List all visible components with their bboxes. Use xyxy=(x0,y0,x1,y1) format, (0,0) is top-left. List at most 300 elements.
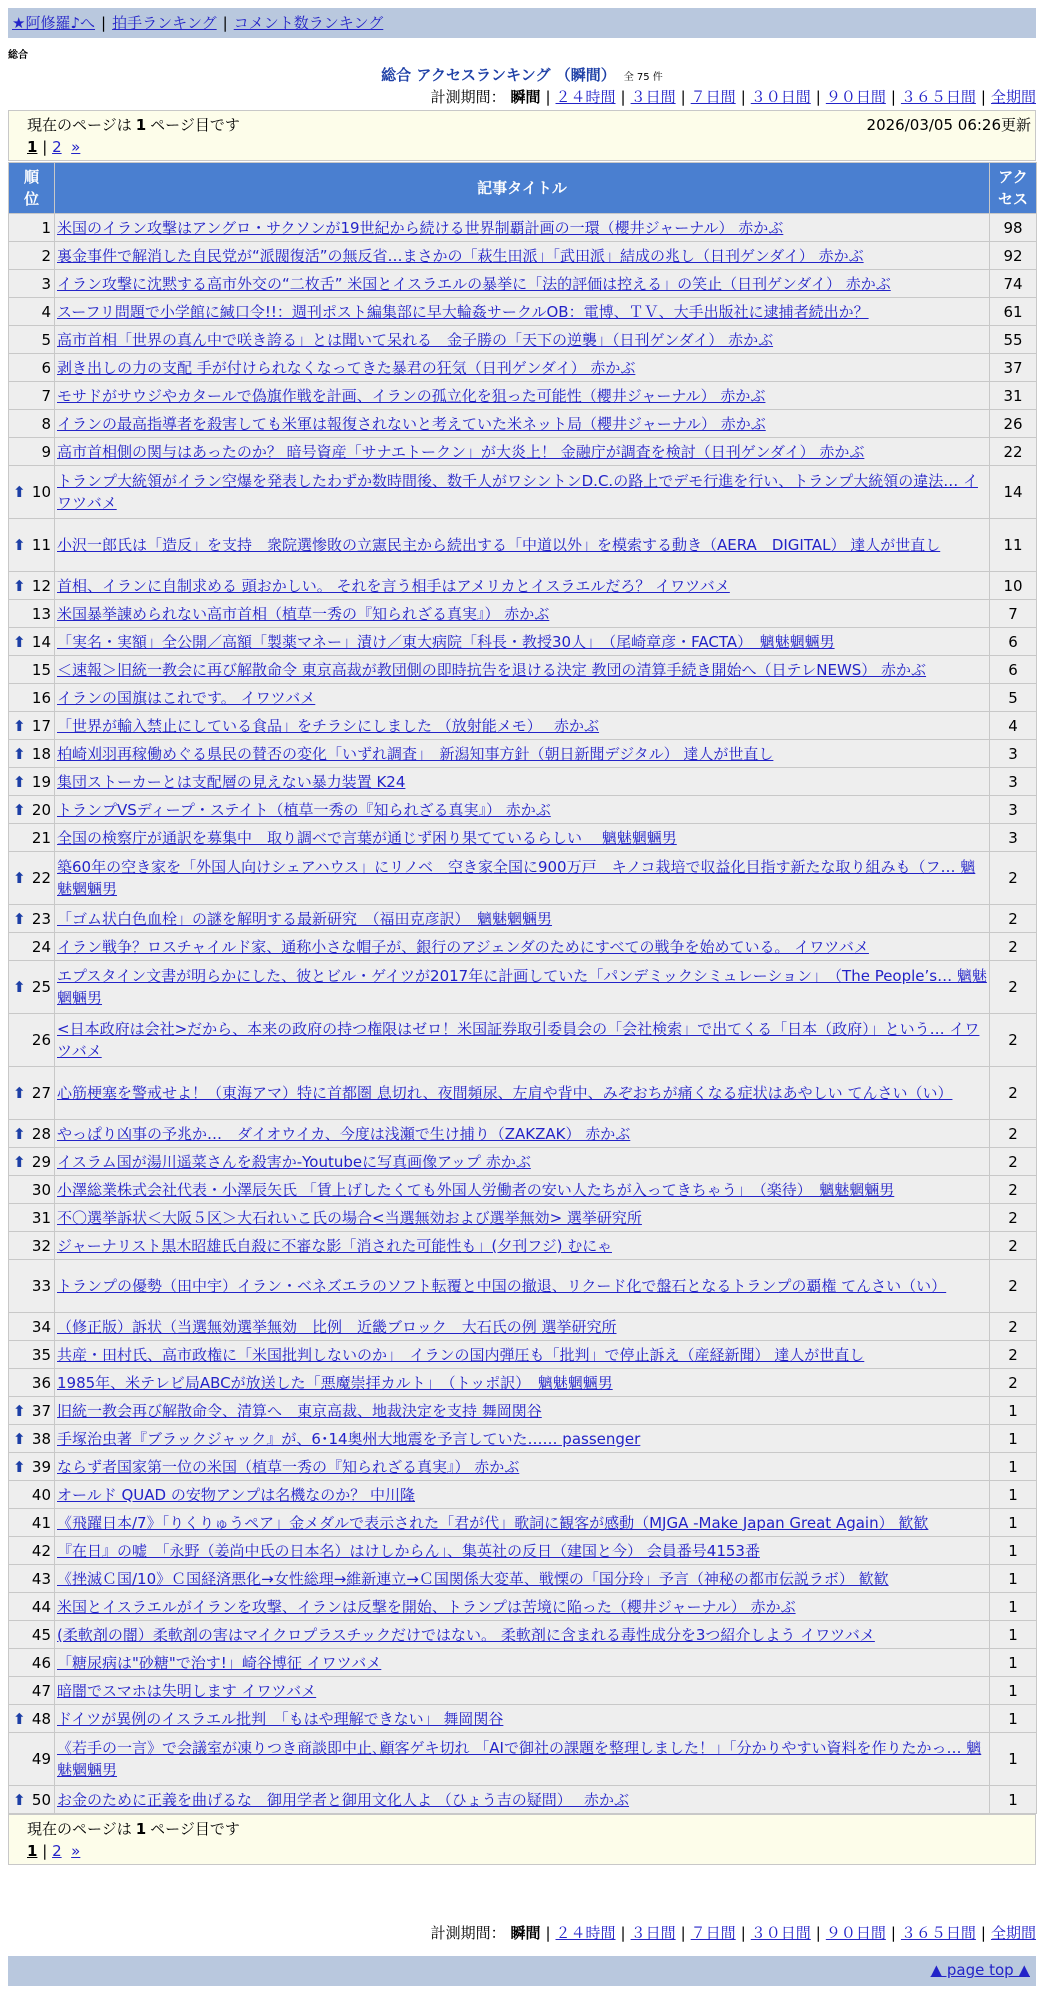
title-cell xyxy=(55,852,990,905)
page-1-current: 1 xyxy=(27,138,38,156)
rank-number: 20 xyxy=(31,800,51,819)
table-row xyxy=(9,796,1037,824)
period-separator: | xyxy=(740,88,746,106)
rank-cell xyxy=(9,270,55,298)
article-title-link[interactable]: 高市首相「世界の真ん中で咲き誇る」とは聞いて呆れる 金子勝の「天下の逆襲」（日刊ゲンダイ） 赤かぶ xyxy=(57,330,774,349)
article-title-link[interactable]: イランの国旗はこれです。 イワツバメ xyxy=(57,688,316,707)
table-row xyxy=(9,466,1037,519)
period-90d-link[interactable]: ９０日間 xyxy=(825,88,886,106)
rank-cell xyxy=(9,1733,55,1786)
access-count: 1 xyxy=(990,1786,1037,1814)
rank-cell xyxy=(9,326,55,354)
rank-cell xyxy=(9,1397,55,1425)
rank-number: 7 xyxy=(41,386,51,405)
rank-number: 28 xyxy=(31,1124,51,1143)
rank-number: 15 xyxy=(31,660,51,679)
title-cell xyxy=(55,298,990,326)
rank-number: 47 xyxy=(31,1681,51,1700)
rank-number: 5 xyxy=(41,330,51,349)
rank-number: 10 xyxy=(31,483,51,501)
rank-number: 49 xyxy=(31,1750,51,1768)
period-24h-link[interactable]: ２４時間 xyxy=(555,1924,616,1942)
title-cell xyxy=(55,824,990,852)
current-page-text xyxy=(27,114,240,135)
title-cell xyxy=(55,1593,990,1621)
comment-ranking-link[interactable]: コメント数ランキング xyxy=(233,14,384,32)
access-count: 2 xyxy=(990,1176,1037,1204)
current-page-number: 1 xyxy=(135,116,147,134)
article-title-link[interactable]: ＜速報＞旧統一教会に再び解散命令 東京高裁が教団側の即時抗告を退ける決定 教団の清算手続き開始へ（日テレNEWS） 赤かぶ xyxy=(57,660,927,679)
period-7d-link[interactable]: ７日間 xyxy=(690,88,736,106)
access-count: 55 xyxy=(990,326,1037,354)
access-count: 37 xyxy=(990,354,1037,382)
period-label: 計測期間： xyxy=(430,1924,506,1942)
up-arrow-icon: ⬆ xyxy=(13,744,26,763)
period-selector-bottom xyxy=(431,1922,1036,1943)
rank-number: 13 xyxy=(31,604,51,623)
rank-number: 27 xyxy=(31,1084,51,1102)
rank-cell xyxy=(9,214,55,242)
article-title-link[interactable]: 「実名・実額」全公開／高額「製薬マネー」漬け／東大病院「科長・教授30人」 （尾崎章彦・FACTA） 魑魅魍魎男 xyxy=(57,632,835,651)
rank-number: 35 xyxy=(31,1345,51,1364)
table-row xyxy=(9,1425,1037,1453)
title-cell xyxy=(55,1453,990,1481)
table-row xyxy=(9,1204,1037,1232)
title-cell xyxy=(55,1733,990,1786)
rank-cell xyxy=(9,410,55,438)
period-3d-link[interactable]: ３日間 xyxy=(630,88,676,106)
table-row xyxy=(9,438,1037,466)
title-cell xyxy=(55,656,990,684)
rank-cell xyxy=(9,354,55,382)
table-row xyxy=(9,740,1037,768)
rank-cell xyxy=(9,852,55,905)
article-title-link[interactable]: 米国のイラン攻撃はアングロ・サクソンが19世紀から続ける世界制覇計画の一環（櫻井ジャーナル） 赤かぶ xyxy=(57,218,784,237)
title-cell xyxy=(55,270,990,298)
access-count: 1 xyxy=(990,1733,1037,1786)
access-count: 4 xyxy=(990,712,1037,740)
period-all-link[interactable]: 全期間 xyxy=(990,88,1036,106)
up-arrow-icon: ⬆ xyxy=(13,869,26,887)
title-cell xyxy=(55,1677,990,1705)
rank-cell xyxy=(9,740,55,768)
article-title-link[interactable]: 集団ストーカーとは支配層の見えない暴力装置 K24 xyxy=(57,772,406,791)
table-row xyxy=(9,1786,1037,1814)
article-title-link[interactable]: (柔軟剤の闇）柔軟剤の害はマイクロプラスチックだけではない。 柔軟剤に含まれる毒性成分を3つ紹介しよう イワツバメ xyxy=(57,1625,875,1644)
access-count: 2 xyxy=(990,905,1037,933)
article-title-link[interactable]: オールド QUAD の安物アンプは名機なのか？ 中川隆 xyxy=(57,1485,416,1504)
article-title-link[interactable]: 米国とイスラエルがイランを攻撃、イランは反撃を開始、トランプは苦境に陥った（櫻井ジャーナル） 赤かぶ xyxy=(57,1597,796,1616)
title-cell xyxy=(55,600,990,628)
rank-number: 34 xyxy=(31,1317,51,1336)
ranking-heading xyxy=(0,64,1044,85)
rank-number: 45 xyxy=(31,1625,51,1644)
article-title-link[interactable]: 不〇選挙訴状＜大阪５区＞大石れいこ氏の場合<当選無効および選挙無効> 選挙研究所 xyxy=(57,1208,642,1227)
article-title-link[interactable]: 柏崎刈羽再稼働めぐる県民の賛否の変化「いずれ調査」 新潟知事方針（朝日新聞デジタル） 達人が世直し xyxy=(57,744,774,763)
title-cell xyxy=(55,1369,990,1397)
period-separator: | xyxy=(545,1924,551,1942)
title-cell xyxy=(55,1067,990,1120)
period-current: 瞬間 xyxy=(510,88,541,106)
article-title-link[interactable]: 米国暴挙諌められない高市首相（植草一秀の『知られざる真実』） 赤かぶ xyxy=(57,604,550,623)
period-separator: | xyxy=(545,88,551,106)
table-row xyxy=(9,572,1037,600)
access-count: 14 xyxy=(990,466,1037,519)
table-row xyxy=(9,410,1037,438)
rank-cell xyxy=(9,1067,55,1120)
article-title-link[interactable]: 《若手の一言》で会議室が凍りつき商談即中止､顧客ゲキ切れ 「AIで御社の課題を整理しました！」「分かりやすい資料を作りたかっ… 魑魅魍魎男 xyxy=(57,1739,982,1779)
total-count: 全 75 件 xyxy=(623,72,663,83)
period-current: 瞬間 xyxy=(510,1924,541,1942)
period-separator: | xyxy=(980,88,986,106)
header-title: 記事タイトル xyxy=(55,163,990,214)
title-cell xyxy=(55,1341,990,1369)
access-count: 2 xyxy=(990,852,1037,905)
rank-number: 26 xyxy=(31,1031,51,1049)
access-count: 2 xyxy=(990,961,1037,1014)
period-separator: | xyxy=(620,88,626,106)
access-count: 5 xyxy=(990,684,1037,712)
title-cell xyxy=(55,684,990,712)
page-2-link[interactable]: 2 xyxy=(52,138,62,156)
rank-number: 50 xyxy=(31,1790,51,1809)
article-title-link[interactable]: 全国の検察庁が通訳を募集中 取り調べで言葉が通じず困り果てているらしい 魑魅魍魎男 xyxy=(57,828,677,847)
header-access: アクセス xyxy=(990,163,1037,214)
article-title-link[interactable]: 手塚治虫著『ブラックジャック』が、6･14奥州大地震を予言していた…… passenger xyxy=(57,1429,641,1448)
article-title-link[interactable]: 暗闇でスマホは失明します イワツバメ xyxy=(57,1681,317,1700)
article-title-link[interactable]: ジャーナリスト黒木昭雄氏自殺に不審な影「消された可能性も」(夕刊フジ) むにゃ xyxy=(57,1236,612,1255)
pager-top xyxy=(8,110,1036,161)
table-row xyxy=(9,852,1037,905)
table-row xyxy=(9,600,1037,628)
period-7d-link[interactable]: ７日間 xyxy=(690,1924,736,1942)
table-row xyxy=(9,1120,1037,1148)
nav-separator: | xyxy=(101,14,107,32)
table-row xyxy=(9,298,1037,326)
table-row xyxy=(9,1593,1037,1621)
period-separator: | xyxy=(815,1924,821,1942)
article-title-link[interactable]: トランプVSディープ・ステイト（植草一秀の『知られざる真実』） 赤かぶ xyxy=(57,800,551,819)
rank-number: 1 xyxy=(41,218,51,237)
table-row xyxy=(9,1369,1037,1397)
article-title-link[interactable]: お金のために正義を曲げるな 御用学者と御用文化人よ （ひょう吉の疑問） 赤かぶ xyxy=(57,1790,630,1809)
article-title-link[interactable]: エプスタイン文書が明らかにした、彼とビル・ゲイツが2017年に計画していた「パンデミックシミュレーション」 （The People’s… 魑魅魍魎男 xyxy=(57,967,987,1007)
title-cell xyxy=(55,519,990,572)
table-row xyxy=(9,1677,1037,1705)
access-count: 2 xyxy=(990,933,1037,961)
title-cell xyxy=(55,326,990,354)
article-title-link[interactable]: 心筋梗塞を警戒せよ！（東海アマ）特に首都圏 息切れ、夜間頻尿、左肩や背中、みぞおちが痛くなる症状はあやしい てんさい（い） xyxy=(57,1084,953,1102)
rank-number: 32 xyxy=(31,1236,51,1255)
rank-cell xyxy=(9,382,55,410)
page-links xyxy=(27,138,80,156)
access-count: 1 xyxy=(990,1397,1037,1425)
title-cell xyxy=(55,1014,990,1067)
title-cell xyxy=(55,1705,990,1733)
period-separator: | xyxy=(890,1924,896,1942)
table-row xyxy=(9,354,1037,382)
rank-cell xyxy=(9,656,55,684)
table-row xyxy=(9,684,1037,712)
current-page-number: 1 xyxy=(135,1820,147,1838)
title-cell xyxy=(55,410,990,438)
period-label: 計測期間： xyxy=(430,88,506,106)
current-page-prefix: 現在のページは xyxy=(27,116,132,134)
table-row xyxy=(9,1067,1037,1120)
bottom-bar xyxy=(8,1956,1036,1986)
article-title-link[interactable]: 《挫滅Ｃ国/10》Ｃ国経済悪化→女性総理→維新連立→Ｃ国関係大変革、戦慄の「国分玲」予言（神秘の都市伝説ラボ） 歓歓 xyxy=(57,1569,889,1588)
home-link[interactable]: ★阿修羅♪へ xyxy=(12,14,96,32)
up-arrow-icon: ⬆ xyxy=(13,1084,26,1102)
title-cell xyxy=(55,1621,990,1649)
article-title-link[interactable]: 「世界が輸入禁止にしている食品」をチラシにしました （放射能メモ） 赤かぶ xyxy=(57,716,600,735)
table-row xyxy=(9,1014,1037,1067)
period-30d-link[interactable]: ３０日間 xyxy=(750,1924,811,1942)
period-24h-link[interactable]: ２４時間 xyxy=(555,88,616,106)
article-title-link[interactable]: 《飛躍日本/7》「りくりゅうペア」金メダルで表示された「君が代」歌詞に観客が感動（MJGA -Make Japan Great Again） 歓歓 xyxy=(57,1513,929,1532)
article-title-link[interactable]: 小沢一郎氏は「造反」を支持 衆院選惨敗の立憲民主から続出する「中道以外」を模索する動き（AERA DIGITAL） 達人が世直し xyxy=(57,536,941,554)
article-title-link[interactable]: 剥き出しの力の支配 手が付けられなくなってきた暴君の狂気（日刊ゲンダイ） 赤かぶ xyxy=(57,358,636,377)
page-separator: | xyxy=(42,138,48,156)
access-count: 1 xyxy=(990,1537,1037,1565)
rank-number: 3 xyxy=(41,274,51,293)
article-title-link[interactable]: 1985年、米テレビ局ABCが放送した「悪魔崇拝カルト」 （トッポ訳） 魑魅魍魎男 xyxy=(57,1373,613,1392)
access-count: 1 xyxy=(990,1425,1037,1453)
up-arrow-icon: ⬆ xyxy=(13,632,26,651)
page-1-current: 1 xyxy=(27,1842,38,1860)
table-row xyxy=(9,1649,1037,1677)
title-cell xyxy=(55,1565,990,1593)
rank-cell xyxy=(9,1313,55,1341)
article-title-link[interactable]: モサドがサウジやカタールで偽旗作戦を計画、イランの孤立化を狙った可能性（櫻井ジャーナル） 赤かぶ xyxy=(57,386,766,405)
page-2-link[interactable]: 2 xyxy=(52,1842,62,1860)
table-row xyxy=(9,1176,1037,1204)
rank-number: 44 xyxy=(31,1597,51,1616)
period-separator: | xyxy=(680,1924,686,1942)
rank-cell xyxy=(9,1509,55,1537)
table-row xyxy=(9,1453,1037,1481)
up-arrow-icon: ⬆ xyxy=(13,1429,26,1448)
rank-number: 30 xyxy=(31,1180,51,1199)
table-row xyxy=(9,628,1037,656)
rank-number: 36 xyxy=(31,1373,51,1392)
clap-ranking-link[interactable]: 拍手ランキング xyxy=(112,14,217,32)
title-cell xyxy=(55,354,990,382)
rank-number: 42 xyxy=(31,1541,51,1560)
period-3d-link[interactable]: ３日間 xyxy=(630,1924,676,1942)
access-count: 6 xyxy=(990,628,1037,656)
access-count: 2 xyxy=(990,1148,1037,1176)
period-separator: | xyxy=(680,88,686,106)
up-arrow-icon: ⬆ xyxy=(13,536,26,554)
rank-number: 41 xyxy=(31,1513,51,1532)
period-365d-link[interactable]: ３６５日間 xyxy=(900,1924,976,1942)
table-row xyxy=(9,1313,1037,1341)
next-page-link[interactable]: » xyxy=(71,1842,81,1860)
article-title-link[interactable]: 小澤総業株式会社代表・小澤辰矢氏 「賃上げしたくても外国人労働者の安い人たちが入ってきちゃう」 （楽待） 魑魅魍魎男 xyxy=(57,1180,895,1199)
title-cell xyxy=(55,242,990,270)
access-count: 2 xyxy=(990,1204,1037,1232)
title-cell xyxy=(55,1649,990,1677)
table-row xyxy=(9,519,1037,572)
title-cell xyxy=(55,438,990,466)
period-all-link[interactable]: 全期間 xyxy=(990,1924,1036,1942)
article-title-link[interactable]: 裏金事件で解消した自民党が“派閥復活”の無反省…まさかの「萩生田派」「武田派」結成の兆し（日刊ゲンダイ） 赤かぶ xyxy=(57,246,864,265)
access-count: 3 xyxy=(990,740,1037,768)
access-count: 2 xyxy=(990,1260,1037,1313)
article-title-link[interactable]: 「ゴム状白色血栓」の謎を解明する最新研究 （福田克彦訳） 魑魅魍魎男 xyxy=(57,909,553,928)
article-title-link[interactable]: 高市首相側の関与はあったのか？ 暗号資産「サナエトークン」が大炎上！ 金融庁が調査を検討（日刊ゲンダイ） 赤かぶ xyxy=(57,442,865,461)
article-title-link[interactable]: 築60年の空き家を「外国人向けシェアハウス」にリノベ 空き家全国に900万戸 キノコ栽培で収益化目指す新たな取り組みも（フ… 魑魅魍魎男 xyxy=(57,858,976,898)
up-arrow-icon: ⬆ xyxy=(13,800,26,819)
rank-number: 25 xyxy=(31,978,51,996)
updated-timestamp: 2026/03/05 06:26更新 xyxy=(866,116,1031,134)
rank-cell xyxy=(9,1120,55,1148)
period-selector-top xyxy=(431,86,1036,107)
rank-cell xyxy=(9,684,55,712)
title-cell xyxy=(55,1537,990,1565)
article-title-link[interactable]: （修正版）訴状（当選無効選挙無効 比例 近畿ブロック 大石氏の例 選挙研究所 xyxy=(57,1317,617,1336)
up-arrow-icon: ⬆ xyxy=(13,1790,26,1809)
table-row xyxy=(9,382,1037,410)
access-count: 1 xyxy=(990,1593,1037,1621)
page-separator: | xyxy=(42,1842,48,1860)
article-title-link[interactable]: <日本政府は会社>だから、本来の政府の持つ権限はゼロ！米国証券取引委員会の「会社検索」で出てくる「日本（政府）」という… イワツバメ xyxy=(57,1020,980,1060)
rank-cell xyxy=(9,519,55,572)
period-separator: | xyxy=(980,1924,986,1942)
table-row xyxy=(9,1397,1037,1425)
title-cell xyxy=(55,712,990,740)
rank-number: 21 xyxy=(31,828,51,847)
table-row xyxy=(9,1260,1037,1313)
article-title-link[interactable]: ドイツが異例のイスラエル批判 「もはや理解できない」 舞岡関谷 xyxy=(57,1709,504,1728)
rank-number: 22 xyxy=(31,869,51,887)
rank-cell xyxy=(9,796,55,824)
article-title-link[interactable]: 旧統一教会再び解散命令、清算へ 東京高裁、地裁決定を支持 舞岡関谷 xyxy=(57,1401,542,1420)
title-cell xyxy=(55,1509,990,1537)
article-title-link[interactable]: 共産・田村氏、高市政権に「米国批判しないのか」 イランの国内弾圧も「批判」で停止訴え（産経新聞） 達人が世直し xyxy=(57,1345,865,1364)
rank-number: 33 xyxy=(31,1277,51,1295)
rank-number: 46 xyxy=(31,1653,51,1672)
article-title-link[interactable]: 『在日』の嘘 「永野（姜尚中氏の日本名）はけしからん」、集英社の反日（建国と今） 会員番号4153番 xyxy=(57,1541,760,1560)
period-separator: | xyxy=(815,88,821,106)
pager-bottom xyxy=(8,1814,1036,1865)
title-cell xyxy=(55,382,990,410)
title-cell xyxy=(55,1232,990,1260)
access-count: 22 xyxy=(990,438,1037,466)
page-top-link[interactable]: ▲ page top ▲ xyxy=(930,1961,1030,1979)
table-row xyxy=(9,1341,1037,1369)
table-row xyxy=(9,1621,1037,1649)
up-arrow-icon: ⬆ xyxy=(13,483,26,501)
article-title-link[interactable]: イラン戦争？ロスチャイルド家、通称小さな帽子が、銀行のアジェンダのためにすべての戦争を始めている。 イワツバメ xyxy=(57,937,869,956)
rank-number: 18 xyxy=(31,744,51,763)
article-title-link[interactable]: イラン攻撃に沈黙する高市外交の“二枚舌” 米国とイスラエルの暴挙に「法的評価は控える」の笑止（日刊ゲンダイ） 赤かぶ xyxy=(57,274,891,293)
access-count: 3 xyxy=(990,796,1037,824)
rank-cell xyxy=(9,1565,55,1593)
article-title-link[interactable]: やっぱり凶事の予兆か… ダイオウイカ、今度は浅瀬で生け捕り（ZAKZAK） 赤かぶ xyxy=(57,1124,631,1143)
table-row xyxy=(9,1537,1037,1565)
article-title-link[interactable]: 首相、イランに自制求める 頭おかしい。 それを言う相手はアメリカとイスラエルだろ？ イワツバメ xyxy=(57,576,730,595)
period-separator: | xyxy=(620,1924,626,1942)
table-row xyxy=(9,270,1037,298)
table-row xyxy=(9,326,1037,354)
period-separator: | xyxy=(740,1924,746,1942)
access-count: 2 xyxy=(990,1067,1037,1120)
period-30d-link[interactable]: ３０日間 xyxy=(750,88,811,106)
up-arrow-icon: ⬆ xyxy=(13,576,26,595)
rank-cell xyxy=(9,1148,55,1176)
up-arrow-icon: ⬆ xyxy=(13,1152,26,1171)
title-cell xyxy=(55,1481,990,1509)
rank-cell xyxy=(9,933,55,961)
title-cell xyxy=(55,933,990,961)
rank-cell xyxy=(9,628,55,656)
rank-cell xyxy=(9,824,55,852)
next-page-link[interactable]: » xyxy=(71,138,81,156)
title-cell xyxy=(55,572,990,600)
access-count: 98 xyxy=(990,214,1037,242)
rank-number: 43 xyxy=(31,1569,51,1588)
title-cell xyxy=(55,214,990,242)
access-count: 3 xyxy=(990,824,1037,852)
article-title-link[interactable]: トランプの優勢（田中宇）イラン・ベネズエラのソフト転覆と中国の撤退、リクード化で盤石となるトランプの覇権 てんさい（い） xyxy=(57,1277,947,1295)
title-cell xyxy=(55,628,990,656)
up-arrow-icon: ⬆ xyxy=(13,909,26,928)
top-nav-bar xyxy=(8,8,1036,38)
period-365d-link[interactable]: ３６５日間 xyxy=(900,88,976,106)
rank-number: 19 xyxy=(31,772,51,791)
table-row xyxy=(9,214,1037,242)
rank-cell xyxy=(9,905,55,933)
access-count: 1 xyxy=(990,1453,1037,1481)
title-cell xyxy=(55,796,990,824)
rank-number: 31 xyxy=(31,1208,51,1227)
access-count: 2 xyxy=(990,1369,1037,1397)
up-arrow-icon: ⬆ xyxy=(13,716,26,735)
access-count: 2 xyxy=(990,1341,1037,1369)
table-row xyxy=(9,768,1037,796)
rank-cell xyxy=(9,1204,55,1232)
title-cell xyxy=(55,768,990,796)
article-title-link[interactable]: イランの最高指導者を殺害しても米軍は報復されないと考えていた米ネット局（櫻井ジャーナル） 赤かぶ xyxy=(57,414,766,433)
rank-cell xyxy=(9,1341,55,1369)
article-title-link[interactable]: ならず者国家第一位の米国（植草一秀の『知られざる真実』） 赤かぶ xyxy=(57,1457,520,1476)
period-90d-link[interactable]: ９０日間 xyxy=(825,1924,886,1942)
period-separator: | xyxy=(890,88,896,106)
rank-number: 38 xyxy=(31,1429,51,1448)
rank-cell xyxy=(9,1176,55,1204)
rank-cell xyxy=(9,572,55,600)
article-title-link[interactable]: スーフリ問題で小学館に緘口令!!：週刊ポスト編集部に早大輪姦サークルOB：電博、ＴＶ、大手出版社に逮捕者続出か？ xyxy=(57,302,869,321)
access-count: 1 xyxy=(990,1705,1037,1733)
rank-number: 37 xyxy=(31,1401,51,1420)
rank-cell xyxy=(9,768,55,796)
article-title-link[interactable]: トランプ大統領がイラン空爆を発表したわずか数時間後、数千人がワシントンD.C.の路上でデモ行進を行い、トランプ大統領の違法… イワツバメ xyxy=(57,472,978,512)
table-row xyxy=(9,712,1037,740)
rank-number: 40 xyxy=(31,1485,51,1504)
table-row xyxy=(9,933,1037,961)
title-cell xyxy=(55,1176,990,1204)
rank-cell xyxy=(9,600,55,628)
article-title-link[interactable]: イスラム国が湯川遥菜さんを殺害か-Youtubeに写真画像アップ 赤かぶ xyxy=(57,1152,531,1171)
rank-number: 4 xyxy=(41,302,51,321)
article-title-link[interactable]: 「糖尿病は"砂糖"で治す!」崎谷博征 イワツバメ xyxy=(57,1653,382,1672)
rank-cell xyxy=(9,242,55,270)
access-count: 2 xyxy=(990,1232,1037,1260)
rank-cell xyxy=(9,1014,55,1067)
access-count: 6 xyxy=(990,656,1037,684)
